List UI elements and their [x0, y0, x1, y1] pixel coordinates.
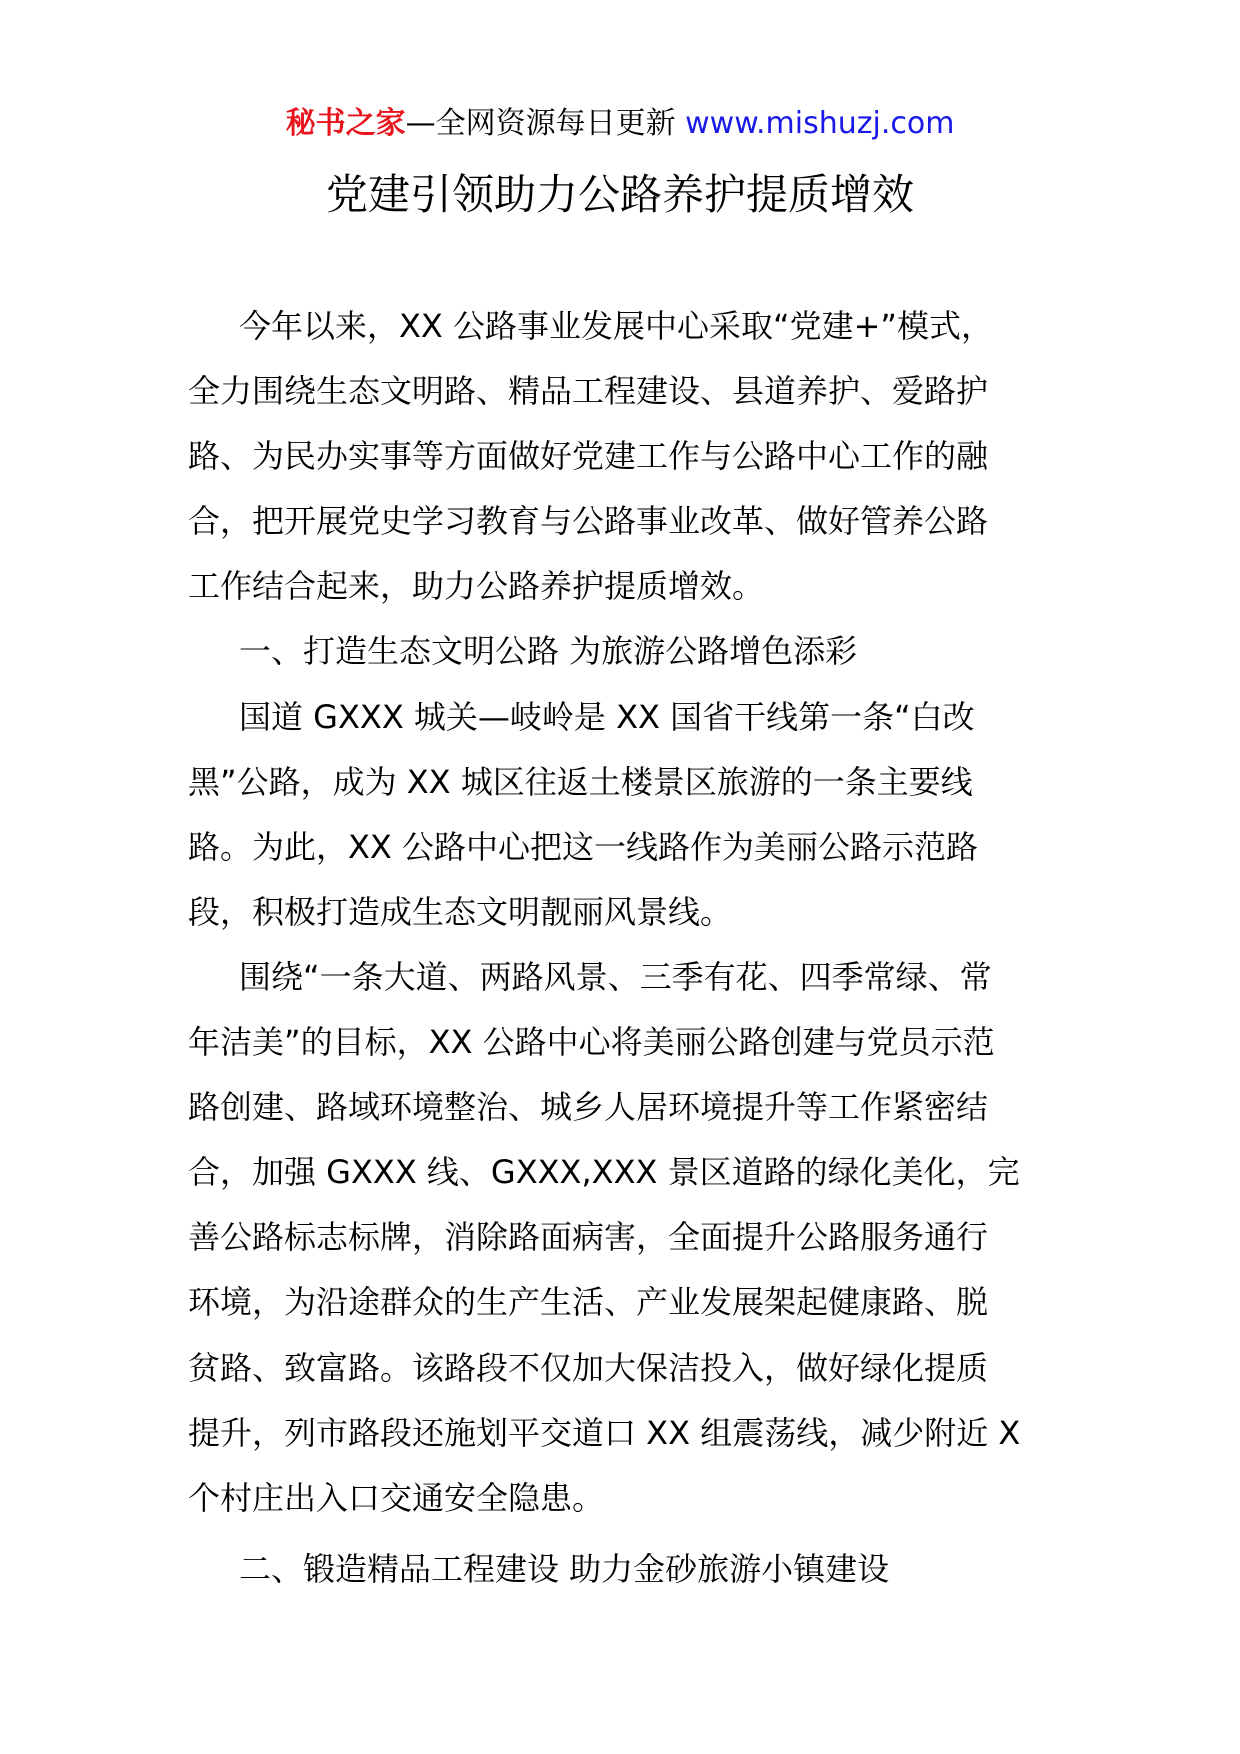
text-line: 提升，列市路段还施划平交道口 XX 组震荡线，减少附近 X [188, 1413, 1021, 1452]
text-line: 今年以来，XX 公路事业发展中心采取“党建+”模式， [239, 307, 993, 345]
text-line: 黑”公路，成为 XX 城区往返土楼景区旅游的一条主要线 [188, 762, 973, 801]
text-line: 二、锻造精品工程建设 助力金砂旅游小镇建设 [239, 1549, 890, 1588]
site-url-link[interactable]: www.mishuzj.com [685, 106, 955, 141]
text-line: 一、打造生态文明公路 为旅游公路增色添彩 [239, 632, 858, 671]
text-line: 年洁美”的目标，XX 公路中心将美丽公路创建与党员示范 [188, 1023, 995, 1062]
text-line: 围绕“一条大道、两路风景、三季有花、四季常绿、常 [239, 957, 992, 996]
text-line: 工作结合起来，助力公路养护提质增效。 [188, 567, 765, 606]
text-line: 全力围绕生态文明路、精品工程建设、县道养护、爱路护 [188, 372, 989, 411]
site-header [0, 100, 1240, 148]
brand-name: 秘书之家 [285, 106, 406, 141]
header-tagline: —全网资源每日更新 [405, 106, 686, 141]
text-line: 段，积极打造成生态文明靓丽风景线。 [188, 892, 733, 931]
text-line: 国道 GXXX 城关—岐岭是 XX 国省干线第一条“白改 [239, 697, 975, 736]
text-line: 路。为此，XX 公路中心把这一线路作为美丽公路示范路 [188, 827, 979, 866]
text-line: 路创建、路域环境整治、城乡人居环境提升等工作紧密结 [188, 1088, 989, 1127]
text-line: 合，把开展党史学习教育与公路事业改革、做好管养公路 [188, 502, 989, 541]
document-body [188, 294, 1058, 1602]
text-line: 善公路标志标牌，消除路面病害，全面提升公路服务通行 [188, 1218, 989, 1257]
text-line: 环境，为沿途群众的生产生活、产业发展架起健康路、脱 [188, 1283, 989, 1322]
document-title: 党建引领助力公路养护提质增效 [325, 170, 914, 219]
text-line: 路、为民办实事等方面做好党建工作与公路中心工作的融 [188, 437, 989, 476]
text-line: 个村庄出入口交通安全隐患。 [188, 1478, 605, 1517]
text-line: 贫路、致富路。该路段不仅加大保洁投入，做好绿化提质 [188, 1348, 989, 1387]
text-line: 合，加强 GXXX 线、GXXX,XXX 景区道路的绿化美化，完 [188, 1153, 1020, 1192]
